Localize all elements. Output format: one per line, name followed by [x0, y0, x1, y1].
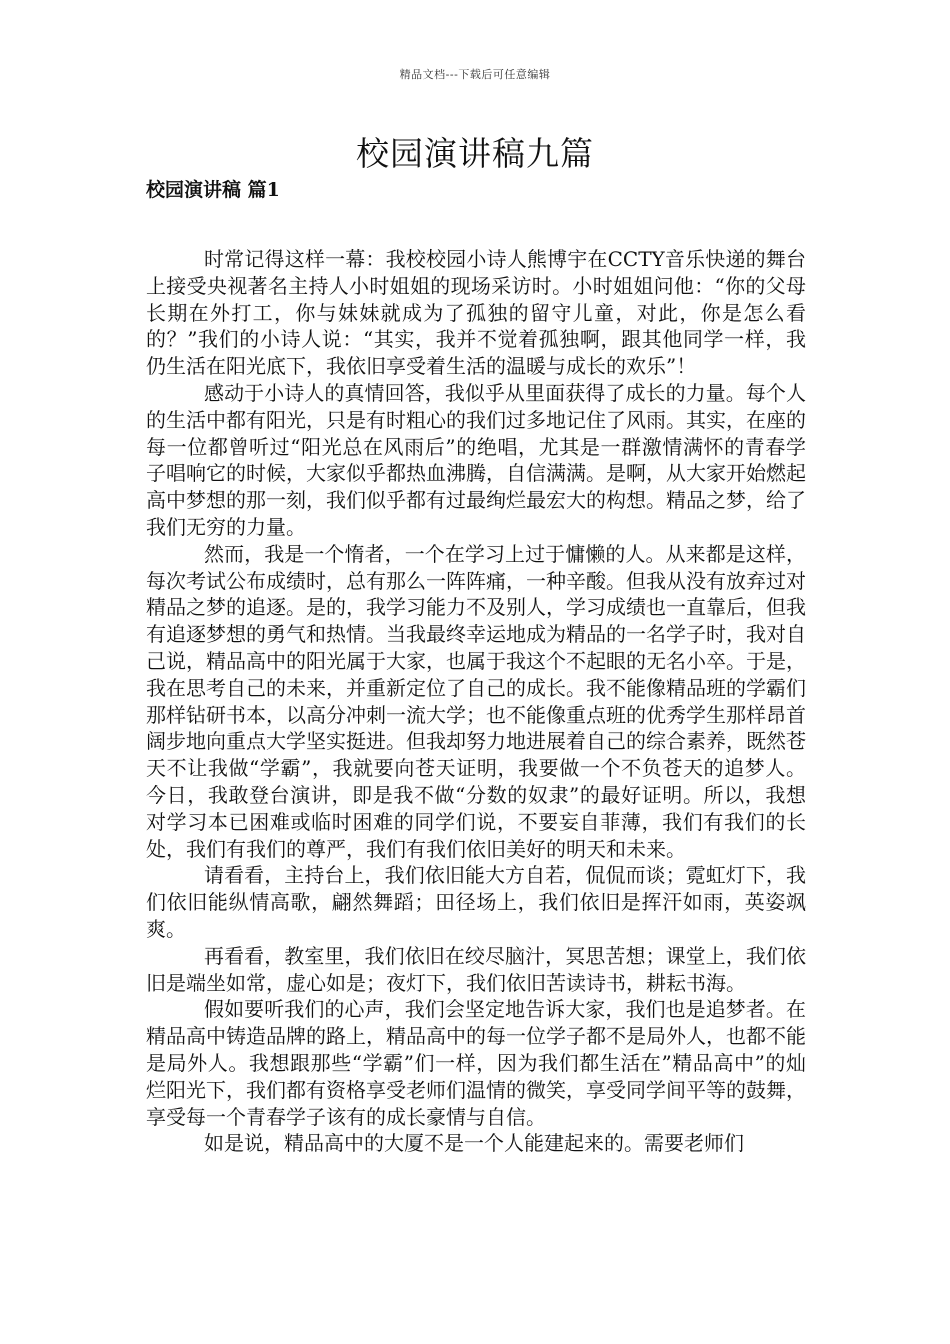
- body-paragraph: 然而，我是一个惰者，一个在学习上过于慵懒的人。从来都是这样，每次考试公布成绩时，总有那么一阵阵痛，一种辛酸。但我从没有放弃过对精品之梦的追逐。是的，我学习能力不及别人，学习成绩也一直靠后，但我有追逐梦想的勇气和热情。当我最终幸运地成为精品的一名学子时，我对自己说，精品高中的阳光属于大家，也属于我这个不起眼的无名小卒。于是，我在思考自己的未来，并重新定位了自己的成长。我不能像精品班的学霸们那样钻研书本，以高分冲刺一流大学；也不能像重点班的优秀学生那样昂首阔步地向重点大学坚实挺进。但我却努力地进展着自己的综合素养，既然苍天不让我做“学霸”，我就要向苍天证明，我要做一个不负苍天的追梦人。今日，我敢登台演讲，即是我不做“分数的奴隶”的最好证明。所以，我想对学习本已困难或临时困难的同学们说，不要妄自菲薄，我们有我们的长处，我们有我们的尊严，我们有我们依旧美好的明天和未来。: [146, 541, 806, 861]
- page-header-note: 精品文档---下载后可任意编辑: [399, 68, 551, 81]
- body-paragraph: 如是说，精品高中的大厦不是一个人能建起来的。需要老师们: [204, 1131, 744, 1156]
- body-paragraph: 假如要听我们的心声，我们会坚定地告诉大家，我们也是追梦者。在精品高中铸造品牌的路上，精品高中的每一位学子都不是局外人，也都不能是局外人。我想跟那些“学霸”们一样，因为我们都生活在”精品高中”的灿烂阳光下，我们都有资格享受老师们温情的微笑，享受同学间平等的鼓舞，享受每一个青春学子该有的成长豪情与自信。: [146, 997, 806, 1129]
- body-paragraph: 请看看，主持台上，我们依旧能大方自若，侃侃而谈；霓虹灯下，我们依旧能纵情高歌，翩然舞蹈；田径场上，我们依旧是挥汗如雨，英姿飒爽。: [146, 863, 806, 941]
- section-heading: 校园演讲稿 篇1: [146, 179, 280, 201]
- document-title: 校园演讲稿九篇: [356, 134, 594, 173]
- body-paragraph: 时常记得这样一幕：我校校园小诗人熊博宇在CCTY音乐快递的舞台上接受央视著名主持人小时姐姐的现场采访时。小时姐姐问他：“你的父母长期在外打工，你与妹妹就成为了孤独的留守儿童，对此，你是怎么看的？”我们的小诗人说：“其实，我并不觉着孤独啊，跟其他同学一样，我仍生活在阳光底下，我依旧享受着生活的温暖与成长的欢乐”！: [146, 247, 806, 379]
- document-body: [146, 246, 806, 1157]
- body-paragraph: 感动于小诗人的真情回答，我似乎从里面获得了成长的力量。每个人的生活中都有阳光，只是有时粗心的我们过多地记住了风雨。其实，在座的每一位都曾听过“阳光总在风雨后”的绝唱，尤其是一群激情满怀的青春学子唱响它的时候，大家似乎都热血沸腾，自信满满。是啊，从大家开始燃起高中梦想的那一刻，我们似乎都有过最绚烂最宏大的构想。精品之梦，给了我们无穷的力量。: [146, 380, 806, 539]
- body-paragraph: 再看看，教室里，我们依旧在绞尽脑汁，冥思苦想；课堂上，我们依旧是端坐如常，虚心如是；夜灯下，我们依旧苦读诗书，耕耘书海。: [146, 943, 806, 995]
